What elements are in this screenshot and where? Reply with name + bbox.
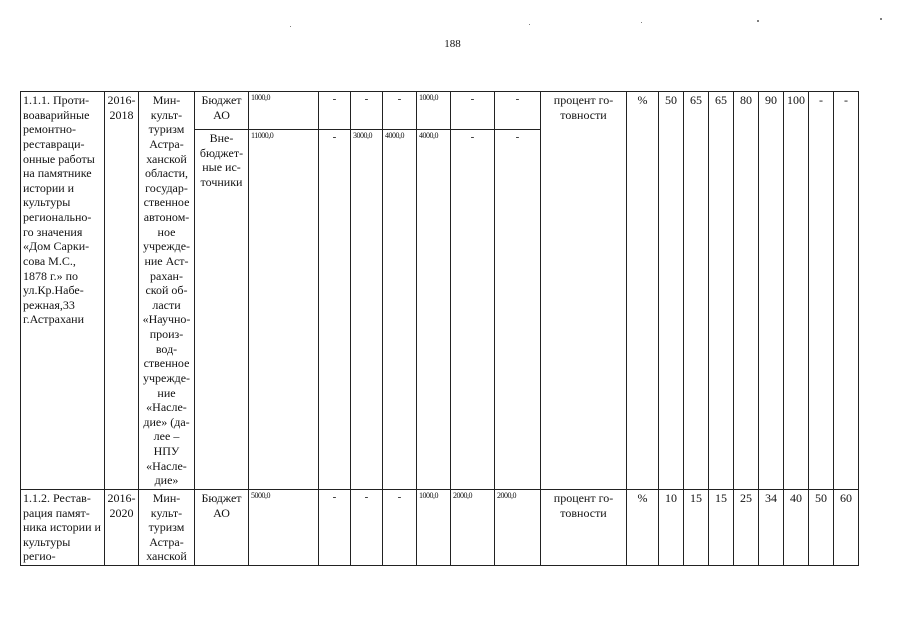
amount-cell: - xyxy=(383,489,417,565)
target-cell: 15 xyxy=(684,489,709,565)
scan-speck xyxy=(880,18,882,20)
measure-name-cell: 1.1.1. Проти-воаварийные ремонтно-реставраци-онные работы на памятнике истории и культуры регионально-го значения «Дом Сарки-сова М.С., 1878 г.» по ул.Кр.Набе-режная,33 г.Астрахани xyxy=(21,92,105,490)
unit-cell: % xyxy=(627,489,659,565)
scan-speck xyxy=(529,24,530,25)
unit-cell: % xyxy=(627,92,659,490)
target-cell: 25 xyxy=(734,489,759,565)
source-cell: Бюджет АО xyxy=(195,489,249,565)
amount-cell: 2000,0 xyxy=(451,489,495,565)
table-row xyxy=(21,489,859,565)
target-cell: 65 xyxy=(709,92,734,490)
source-cell: Бюджет АО xyxy=(195,92,249,130)
amount-cell: - xyxy=(495,92,541,130)
target-cell: 50 xyxy=(659,92,684,490)
target-cell: 10 xyxy=(659,489,684,565)
years-cell: 2016-2020 xyxy=(105,489,139,565)
amount-cell: - xyxy=(383,92,417,130)
amount-cell: - xyxy=(495,130,541,490)
target-cell: 50 xyxy=(809,489,834,565)
target-cell: 60 xyxy=(834,489,859,565)
amount-cell: 2000,0 xyxy=(495,489,541,565)
target-cell: 34 xyxy=(759,489,784,565)
scan-speck xyxy=(641,22,642,23)
amount-cell: 4000,0 xyxy=(417,130,451,490)
amount-cell: - xyxy=(319,92,351,130)
amount-cell: 3000,0 xyxy=(351,130,383,490)
target-cell: 90 xyxy=(759,92,784,490)
source-cell: Вне-бюджет-ные ис-точники xyxy=(195,130,249,490)
target-cell: 15 xyxy=(709,489,734,565)
scan-speck xyxy=(757,20,759,22)
executor-cell: Мин-культ-туризм Астра-ханской xyxy=(139,489,195,565)
amount-cell: - xyxy=(319,130,351,490)
amount-cell: 1000,0 xyxy=(417,92,451,130)
amount-cell: 1000,0 xyxy=(417,489,451,565)
executor-cell: Мин-культ-туризм Астра-ханской области, государ-ственное автоном-ное учрежде-ние Аст-рахан-ской об-ласти «Научно-произ-вод-ственное учрежде-ние «Насле-дие» (да-лее – НПУ «Насле-дие» xyxy=(139,92,195,490)
table-row xyxy=(21,92,859,130)
indicator-cell: процент го-товности xyxy=(541,92,627,490)
target-cell: - xyxy=(809,92,834,490)
target-cell: 40 xyxy=(784,489,809,565)
amount-cell: 11000,0 xyxy=(249,130,319,490)
amount-cell: - xyxy=(351,489,383,565)
page-number: 188 xyxy=(444,38,461,50)
amount-cell: - xyxy=(451,130,495,490)
scan-speck xyxy=(290,26,291,27)
amount-cell: - xyxy=(319,489,351,565)
amount-cell: 1000,0 xyxy=(249,92,319,130)
amount-cell: - xyxy=(351,92,383,130)
amount-cell: - xyxy=(451,92,495,130)
target-cell: 65 xyxy=(684,92,709,490)
years-cell: 2016-2018 xyxy=(105,92,139,490)
target-cell: - xyxy=(834,92,859,490)
target-cell: 100 xyxy=(784,92,809,490)
amount-cell: 4000,0 xyxy=(383,130,417,490)
target-cell: 80 xyxy=(734,92,759,490)
indicator-cell: процент го-товности xyxy=(541,489,627,565)
measure-name-cell: 1.1.2. Рестав-рация памят-ника истории и культуры регио- xyxy=(21,489,105,565)
amount-cell: 5000,0 xyxy=(249,489,319,565)
program-table xyxy=(20,91,859,566)
